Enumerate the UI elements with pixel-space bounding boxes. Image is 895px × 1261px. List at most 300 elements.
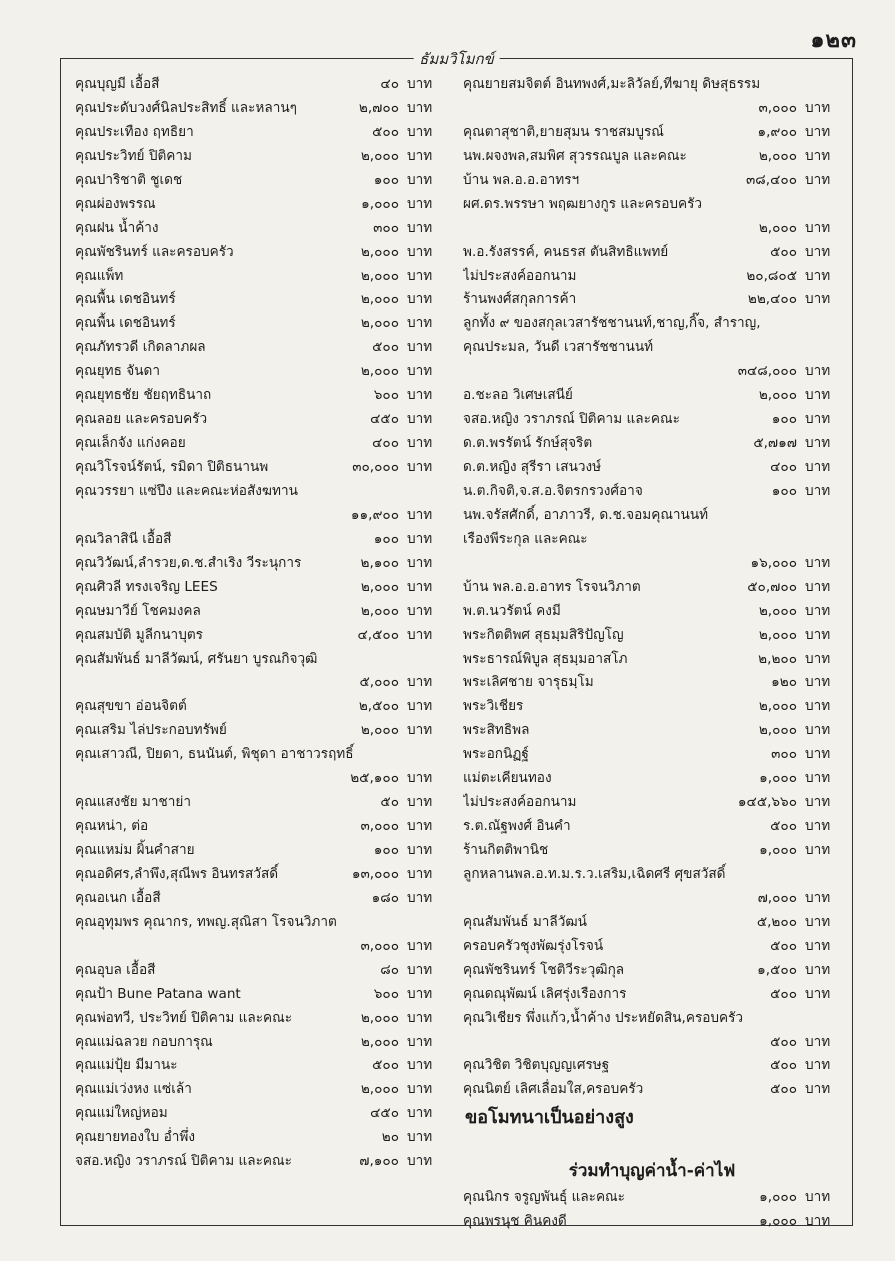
currency-unit: บาท: [407, 961, 433, 978]
donor-name: ครอบครัวชุงพัฒรุ่งโรจน์: [463, 937, 604, 954]
donor-row: [463, 983, 841, 1007]
donor-name: คุณพัชรินทร์ และครอบครัว: [75, 243, 234, 260]
currency-unit: บาท: [805, 99, 831, 116]
donor-entry: [75, 911, 443, 959]
donor-name: คุณบุญมี เอื้อสี: [75, 76, 160, 92]
currency-unit: บาท: [805, 1213, 831, 1230]
donor-row: [75, 432, 443, 456]
donation-amount: ๓๔๘,๐๐๐: [737, 363, 797, 380]
donor-row: [463, 743, 841, 767]
donation-amount: ๔๕๐: [370, 411, 399, 428]
donor-row: [75, 791, 443, 815]
donation-amount: ๔๕๐: [370, 1105, 399, 1122]
donor-entry: [75, 959, 443, 983]
donation-amount: ๓,๐๐๐: [360, 937, 399, 954]
amount-spacer: [463, 887, 709, 911]
donor-entry: [463, 121, 841, 145]
donor-entry: [463, 695, 841, 719]
donor-entry: [75, 719, 443, 743]
donor-entry: [75, 288, 443, 312]
donor-entry: [75, 456, 443, 480]
donation-amount: ๑๖,๐๐๐: [750, 554, 797, 571]
donation-amount: ๑๐๐: [373, 530, 399, 547]
donor-entry: [75, 169, 443, 193]
donor-name: คุณตาสุชาติ,ยายสุมน ราชสมบูรณ์: [463, 123, 664, 140]
donation-amount: ๒,๐๐๐: [360, 722, 399, 739]
donor-name: ร้านพงศ์สกุลการค้า: [463, 291, 577, 308]
donor-name: แม่ตะเคียนทอง: [463, 770, 552, 787]
donor-row: [75, 336, 443, 360]
donor-row: [75, 1102, 443, 1126]
donor-entry: [75, 1007, 443, 1031]
currency-unit: บาท: [407, 554, 433, 571]
donor-row: [75, 265, 443, 289]
donor-entry: [463, 719, 841, 743]
currency-unit: บาท: [805, 794, 831, 811]
donor-entry: [75, 336, 443, 360]
currency-unit: บาท: [407, 842, 433, 858]
donor-row: [463, 145, 841, 169]
donor-name: พระอกนิฏฐ์: [463, 746, 529, 763]
donor-entry: [75, 983, 443, 1007]
donation-amount: ๒,๑๐๐: [360, 554, 399, 571]
spacer: [463, 1134, 841, 1156]
donation-amount: ๑๓,๐๐๐: [351, 865, 399, 882]
currency-unit: บาท: [805, 1033, 831, 1050]
donation-amount: ๗,๐๐๐: [757, 889, 797, 906]
donor-row: [75, 528, 443, 552]
amount-spacer: [75, 504, 337, 528]
donation-amount: ๑๐๐: [771, 482, 797, 499]
donor-entry: [463, 839, 841, 863]
currency-unit: บาท: [407, 1129, 433, 1146]
donation-amount: ๕,๒๐๐: [756, 913, 797, 930]
donation-amount: ๕๐๐: [770, 1081, 797, 1098]
donor-row: [463, 241, 841, 265]
donor-name: คุณแม่ปุ้ย มีมานะ: [75, 1057, 178, 1074]
donor-entry: [463, 1186, 841, 1210]
donor-entry: [463, 624, 841, 648]
donor-entry: [463, 288, 841, 312]
donation-amount: ๑๘๐: [371, 889, 399, 906]
donation-amount: ๑,๐๐๐: [759, 842, 797, 858]
donor-entry: [463, 1054, 841, 1078]
donor-name: น.ต.กิจติ,จ.ส.อ.จิตรกรวงศ์อาจ: [463, 482, 643, 499]
donor-name: เรืองพีระกุล และคณะ: [463, 530, 588, 547]
donor-name: คุณอดิศร,ลำพึง,สุณีพร อินทรสวัสดิ์: [75, 865, 279, 882]
donor-row: [463, 815, 841, 839]
donor-name: ร.ต.ณัฐพงศ์ อินคำ: [463, 818, 571, 835]
donor-entry: [75, 73, 443, 97]
currency-unit: บาท: [407, 243, 433, 260]
donation-amount: ๕๐๐: [372, 339, 399, 356]
currency-unit: บาท: [805, 147, 831, 164]
donation-amount: ๕,๐๐๐: [359, 674, 399, 691]
donor-entry: [75, 145, 443, 169]
donor-row: [463, 767, 841, 791]
currency-unit: บาท: [805, 363, 831, 380]
donor-row: [463, 1078, 841, 1102]
donor-name: คุณพ่อทวี, ประวิทย์ ปิติคาม และคณะ: [75, 1009, 293, 1026]
donor-name: คุณประดับวงศ์นิลประสิทธิ์ และหลานๆ: [75, 99, 297, 116]
currency-unit: บาท: [805, 937, 831, 954]
donation-amount: ๕๐๐: [770, 818, 797, 835]
currency-unit: บาท: [407, 770, 433, 787]
currency-unit: บาท: [407, 171, 433, 188]
donation-amount: ๑,๙๐๐: [757, 123, 797, 140]
donor-name: คุณประวิทย์ ปิติคาม: [75, 147, 192, 164]
currency-unit: บาท: [805, 243, 831, 260]
currency-unit: บาท: [407, 530, 433, 547]
donor-entry: [75, 97, 443, 121]
currency-unit: บาท: [805, 985, 831, 1002]
donor-entry: [463, 241, 841, 265]
donor-name: คุณวิเชียร พึ่งแก้ว,น้ำค้าง ประหยัดสิน,ครอบครัว: [463, 1009, 744, 1026]
donor-name: คุณผ่องพรรณ: [75, 195, 156, 212]
donor-entry: [463, 1210, 841, 1234]
donor-row: [75, 241, 443, 265]
donation-amount-row: [75, 671, 443, 695]
donation-amount: ๒,๐๐๐: [758, 219, 797, 236]
donation-amount: ๕๐๐: [770, 937, 797, 954]
donor-name: คุณสัมพันธ์ มาลีวัฒน์: [463, 913, 587, 930]
donation-amount: ๑,๐๐๐: [759, 770, 797, 787]
donation-amount-row: [75, 935, 443, 959]
donor-name: คุณดณุพัฒน์ เลิศรุ่งเรืองการ: [463, 985, 627, 1002]
currency-unit: บาท: [805, 650, 831, 667]
donor-row: [75, 312, 443, 336]
donor-row: [75, 624, 443, 648]
amount-spacer: [463, 217, 709, 241]
donation-amount: ๒,๗๐๐: [358, 99, 399, 116]
donor-row: [463, 911, 841, 935]
donation-amount: ๒,๐๐๐: [360, 578, 399, 595]
donor-entry: [75, 265, 443, 289]
donor-entry: [75, 576, 443, 600]
donor-name: คุณหน่า, ต่อ: [75, 818, 149, 835]
currency-unit: บาท: [407, 698, 433, 715]
donor-name: คุณนิตย์ เลิศเลื่อมใส,ครอบครัว: [463, 1081, 644, 1098]
amount-spacer: [75, 935, 337, 959]
currency-unit: บาท: [805, 171, 831, 188]
donor-name: บ้าน พล.อ.อ.อาทร โรจนวิภาต: [463, 578, 641, 595]
donation-amount: ๓๐,๐๐๐: [352, 459, 399, 475]
donation-amount: ๕๐,๗๐๐: [747, 578, 797, 595]
donor-name: พ.ต.นวรัตน์ คงมี: [463, 602, 561, 619]
donor-entry: [463, 432, 841, 456]
donor-entry: [75, 241, 443, 265]
donation-amount: ๒,๐๐๐: [360, 602, 399, 619]
donation-amount-row: [75, 767, 443, 791]
donation-amount: ๓๘,๔๐๐: [746, 171, 797, 188]
donor-entry: [75, 1150, 443, 1174]
donor-row: [75, 360, 443, 384]
currency-unit: บาท: [407, 937, 433, 954]
donor-entry: [463, 743, 841, 767]
donation-amount: ๒,๐๐๐: [360, 363, 399, 380]
donation-amount: ๓,๐๐๐: [360, 818, 399, 835]
left-donor-column: [75, 73, 443, 1174]
donor-name: คุณพื้น เดชอินทร์: [75, 315, 176, 332]
donor-entry: [75, 1031, 443, 1055]
donor-entry: [75, 480, 443, 528]
donor-name: คุณปาริชาติ ชูเดช: [75, 171, 183, 188]
donation-amount: ๕๐๐: [770, 243, 797, 260]
donation-amount: ๒,๒๐๐: [758, 650, 797, 667]
amount-spacer: [463, 97, 709, 121]
donor-entry: [75, 193, 443, 217]
donor-name: คุณวรรยา แซ่ปึง และคณะห่อสังฆทาน: [75, 482, 298, 499]
donor-entry: [75, 121, 443, 145]
donor-row: [463, 719, 841, 743]
donor-row: [75, 1031, 443, 1055]
donor-entry: [463, 312, 841, 384]
donor-entry: [463, 671, 841, 695]
donation-amount-row: [75, 504, 443, 528]
donor-entry: [463, 456, 841, 480]
donor-name: พระสิทธิพล: [463, 722, 530, 739]
currency-unit: บาท: [805, 1057, 831, 1074]
donor-row: [75, 288, 443, 312]
donor-name: คุณเล็กจัง แก่งคอย: [75, 435, 186, 452]
donor-row: [463, 1210, 841, 1234]
donor-name: คุณวิชิต วิชิตบุญญเศรษฐ: [463, 1057, 610, 1074]
donor-entry: [75, 432, 443, 456]
donor-entry: [463, 935, 841, 959]
amount-spacer: [463, 360, 709, 384]
donor-name: คุณยายสมจิตต์ อินทพงศ์,มะลิวัลย์,ทีฆายุ ดิษสุธรรม: [463, 76, 761, 92]
donation-amount: ๕๐๐: [770, 985, 797, 1002]
donor-name: คุณวิลาสินี เอื้อสี: [75, 530, 172, 547]
donation-amount: ๑,๐๐๐: [759, 1213, 797, 1230]
donor-entry: [463, 504, 841, 576]
currency-unit: บาท: [407, 602, 433, 619]
donor-row: [75, 1007, 443, 1031]
donor-name: คุณลอย และครอบครัว: [75, 411, 208, 428]
donor-row: [463, 600, 841, 624]
donor-entry: [75, 695, 443, 719]
currency-unit: บาท: [407, 219, 433, 236]
donation-amount: ๒,๐๐๐: [360, 315, 399, 332]
donor-name: คุณอุทุมพร คุณากร, ทพญ.สุณิสา โรจนวิภาต: [75, 913, 337, 930]
donor-row: [75, 217, 443, 241]
donation-amount: ๒,๐๐๐: [758, 147, 797, 164]
donor-row: [463, 671, 841, 695]
donor-entry: [463, 648, 841, 672]
donation-amount: ๓,๐๐๐: [758, 99, 797, 116]
donation-amount: ๒,๐๐๐: [360, 1033, 399, 1050]
right-donor-column: [463, 73, 841, 1234]
donor-entry: [75, 624, 443, 648]
currency-unit: บาท: [805, 746, 831, 763]
donor-entry: [75, 552, 443, 576]
donor-row: [75, 193, 443, 217]
donor-entry: [75, 360, 443, 384]
currency-unit: บาท: [407, 147, 433, 164]
donor-row: [463, 576, 841, 600]
amount-spacer: [75, 671, 337, 695]
currency-unit: บาท: [805, 123, 831, 140]
currency-unit: บาท: [805, 722, 831, 739]
donor-row: [75, 1126, 443, 1150]
donation-amount: ๑,๐๐๐: [361, 195, 399, 212]
donation-amount: ๒,๐๐๐: [360, 1009, 399, 1026]
donor-entry: [75, 743, 443, 791]
currency-unit: บาท: [805, 578, 831, 595]
donor-name: พ.อ.รังสรรค์, คนธรส ตันสิทธิแพทย์: [463, 243, 669, 260]
currency-unit: บาท: [407, 1153, 433, 1170]
currency-unit: บาท: [407, 985, 433, 1002]
donor-row: [75, 456, 443, 480]
donation-amount: ๕๐๐: [372, 123, 399, 140]
currency-unit: บาท: [805, 913, 831, 930]
donor-entry: [463, 193, 841, 241]
donor-row: [75, 887, 443, 911]
donor-name: คุณสัมพันธ์ มาลีวัฒน์, ศรันยา บูรณกิจวุฒิ: [75, 650, 318, 667]
currency-unit: บาท: [407, 889, 433, 906]
currency-unit: บาท: [407, 578, 433, 595]
donation-amount-row: [463, 1031, 841, 1055]
water-section-title: ร่วมทำบุญค่าน้ำ-ค่าไฟ: [568, 1161, 736, 1182]
donation-amount: ๖๐๐: [373, 985, 399, 1002]
donation-amount-row: [463, 97, 841, 121]
currency-unit: บาท: [805, 889, 831, 906]
donor-entry: [463, 767, 841, 791]
currency-unit: บาท: [407, 411, 433, 428]
donation-amount: ๑๐๐: [771, 411, 797, 428]
donation-amount: ๒,๐๐๐: [360, 147, 399, 164]
donor-row: [463, 839, 841, 863]
donor-row: [75, 1054, 443, 1078]
donation-amount: ๑๐๐: [373, 842, 399, 858]
donation-amount: ๑๐๐: [373, 171, 399, 188]
donor-row: [75, 959, 443, 983]
donor-entry: [75, 408, 443, 432]
currency-unit: บาท: [407, 674, 433, 691]
donor-row: [463, 456, 841, 480]
donor-entry: [75, 528, 443, 552]
donor-row: [75, 600, 443, 624]
donor-name: คุณแหม่ม ผิ้นคำสาย: [75, 842, 195, 858]
donor-name: จสอ.หญิง วราภรณ์ ปิติคาม และคณะ: [463, 411, 680, 428]
currency-unit: บาท: [407, 865, 433, 882]
donation-amount: ๒๐,๘๐๕: [746, 267, 797, 284]
currency-unit: บาท: [407, 722, 433, 739]
donation-amount: ๒,๐๐๐: [360, 267, 399, 284]
currency-unit: บาท: [407, 339, 433, 356]
donor-name: ด.ต.พรรัตน์ รักษ์สุจริต: [463, 435, 593, 452]
donor-name: คุณแสงชัย มาชาย่า: [75, 794, 191, 811]
currency-unit: บาท: [407, 435, 433, 452]
donor-entry: [463, 384, 841, 408]
donation-amount: ๑๔๕,๖๖๐: [737, 794, 797, 811]
currency-unit: บาท: [407, 1009, 433, 1026]
donor-name: ลูกทั้ง ๙ ของสกุลเวสารัชชานนท์,ชาญ,กิ๊จ, สำราญ,: [463, 315, 761, 332]
currency-unit: บาท: [407, 1033, 433, 1050]
currency-unit: บาท: [805, 387, 831, 404]
donor-name: คุณแม่ฉลวย กอบการุณ: [75, 1033, 213, 1050]
currency-unit: บาท: [805, 459, 831, 475]
currency-unit: บาท: [407, 291, 433, 308]
currency-unit: บาท: [805, 602, 831, 619]
donor-entry: [75, 1054, 443, 1078]
section-title: ธัมมวิโมกข์: [413, 47, 500, 71]
donor-row: [463, 169, 841, 193]
donation-amount: ๓๐๐: [771, 746, 797, 763]
currency-unit: บาท: [805, 698, 831, 715]
donor-entry: [463, 169, 841, 193]
donor-name: นพ.ผจงพล,สมพิศ สุวรรณบูล และคณะ: [463, 147, 687, 164]
donor-row: [75, 695, 443, 719]
donor-entry: [75, 887, 443, 911]
donor-name: คุณวิวัฒน์,ลำรวย,ด.ช.สำเริง วีระนุการ: [75, 554, 302, 571]
currency-unit: บาท: [407, 506, 433, 523]
currency-unit: บาท: [407, 315, 433, 332]
donor-row: [463, 959, 841, 983]
donation-amount-row: [463, 360, 841, 384]
donor-row: [463, 1054, 841, 1078]
currency-unit: บาท: [805, 267, 831, 284]
donation-amount: ๔๐๐: [372, 435, 399, 452]
donation-amount: ๒,๐๐๐: [758, 722, 797, 739]
currency-unit: บาท: [805, 1189, 831, 1206]
donor-name: จสอ.หญิง วราภรณ์ ปิติคาม และคณะ: [75, 1153, 292, 1170]
donor-name: ลูกหลานพล.อ.ท.ม.ร.ว.เสริม,เฉิดศรี ศุขสวัสดิ์: [463, 865, 726, 882]
donation-amount: ๕๐๐: [770, 1057, 797, 1074]
donation-amount: ๒,๐๐๐: [360, 1081, 399, 1098]
currency-unit: บาท: [805, 482, 831, 499]
donor-row: [75, 552, 443, 576]
currency-unit: บาท: [805, 219, 831, 236]
donor-entry: [463, 1007, 841, 1055]
currency-unit: บาท: [407, 1081, 433, 1098]
currency-unit: บาท: [407, 267, 433, 284]
donor-row: [75, 983, 443, 1007]
donor-name: คุณเสริม ไล่ประกอบทรัพย์: [75, 722, 227, 739]
donor-name: คุณสุขขา อ่อนจิตต์: [75, 698, 187, 715]
donor-name: คุณพื้น เดชอินทร์: [75, 291, 176, 308]
donor-row: [463, 265, 841, 289]
donation-amount: ๔๐: [380, 76, 399, 92]
currency-unit: บาท: [407, 1057, 433, 1074]
donation-amount: ๒,๕๐๐: [358, 698, 399, 715]
anumodana-heading: ขอโมทนาเป็นอย่างสูง: [465, 1107, 634, 1129]
donor-row: [463, 935, 841, 959]
currency-unit: บาท: [805, 435, 831, 452]
donor-entry: [463, 576, 841, 600]
donation-amount: ๕,๗๑๗: [753, 435, 797, 452]
donor-name: คุณพัชรินทร์ โชติวีระวุฒิกุล: [463, 961, 625, 978]
donation-amount: ๒,๐๐๐: [758, 387, 797, 404]
donation-amount: ๖๐๐: [373, 387, 399, 404]
donor-name: คุณอุบล เอื้อสี: [75, 961, 156, 978]
donor-name: คุณภัทรวดี เกิดลาภผล: [75, 339, 206, 356]
donor-row: [75, 73, 443, 97]
donor-name: คุณประมล, วันดี เวสารัชชานนท์: [463, 339, 654, 356]
currency-unit: บาท: [805, 626, 831, 643]
donor-row: [75, 121, 443, 145]
right-donor-entries: [463, 73, 841, 1102]
donor-name: คุณสมบัติ มูลีกนาบุตร: [75, 626, 203, 643]
currency-unit: บาท: [407, 387, 433, 404]
donor-entry: [463, 73, 841, 121]
page-number: ๑๒๓: [810, 28, 857, 53]
currency-unit: บาท: [407, 99, 433, 116]
donor-row: [463, 1186, 841, 1210]
donor-name: อ.ชะลอ วิเศษเสนีย์: [463, 387, 573, 404]
donation-amount: ๑,๐๐๐: [759, 1189, 797, 1206]
donor-row: [75, 719, 443, 743]
